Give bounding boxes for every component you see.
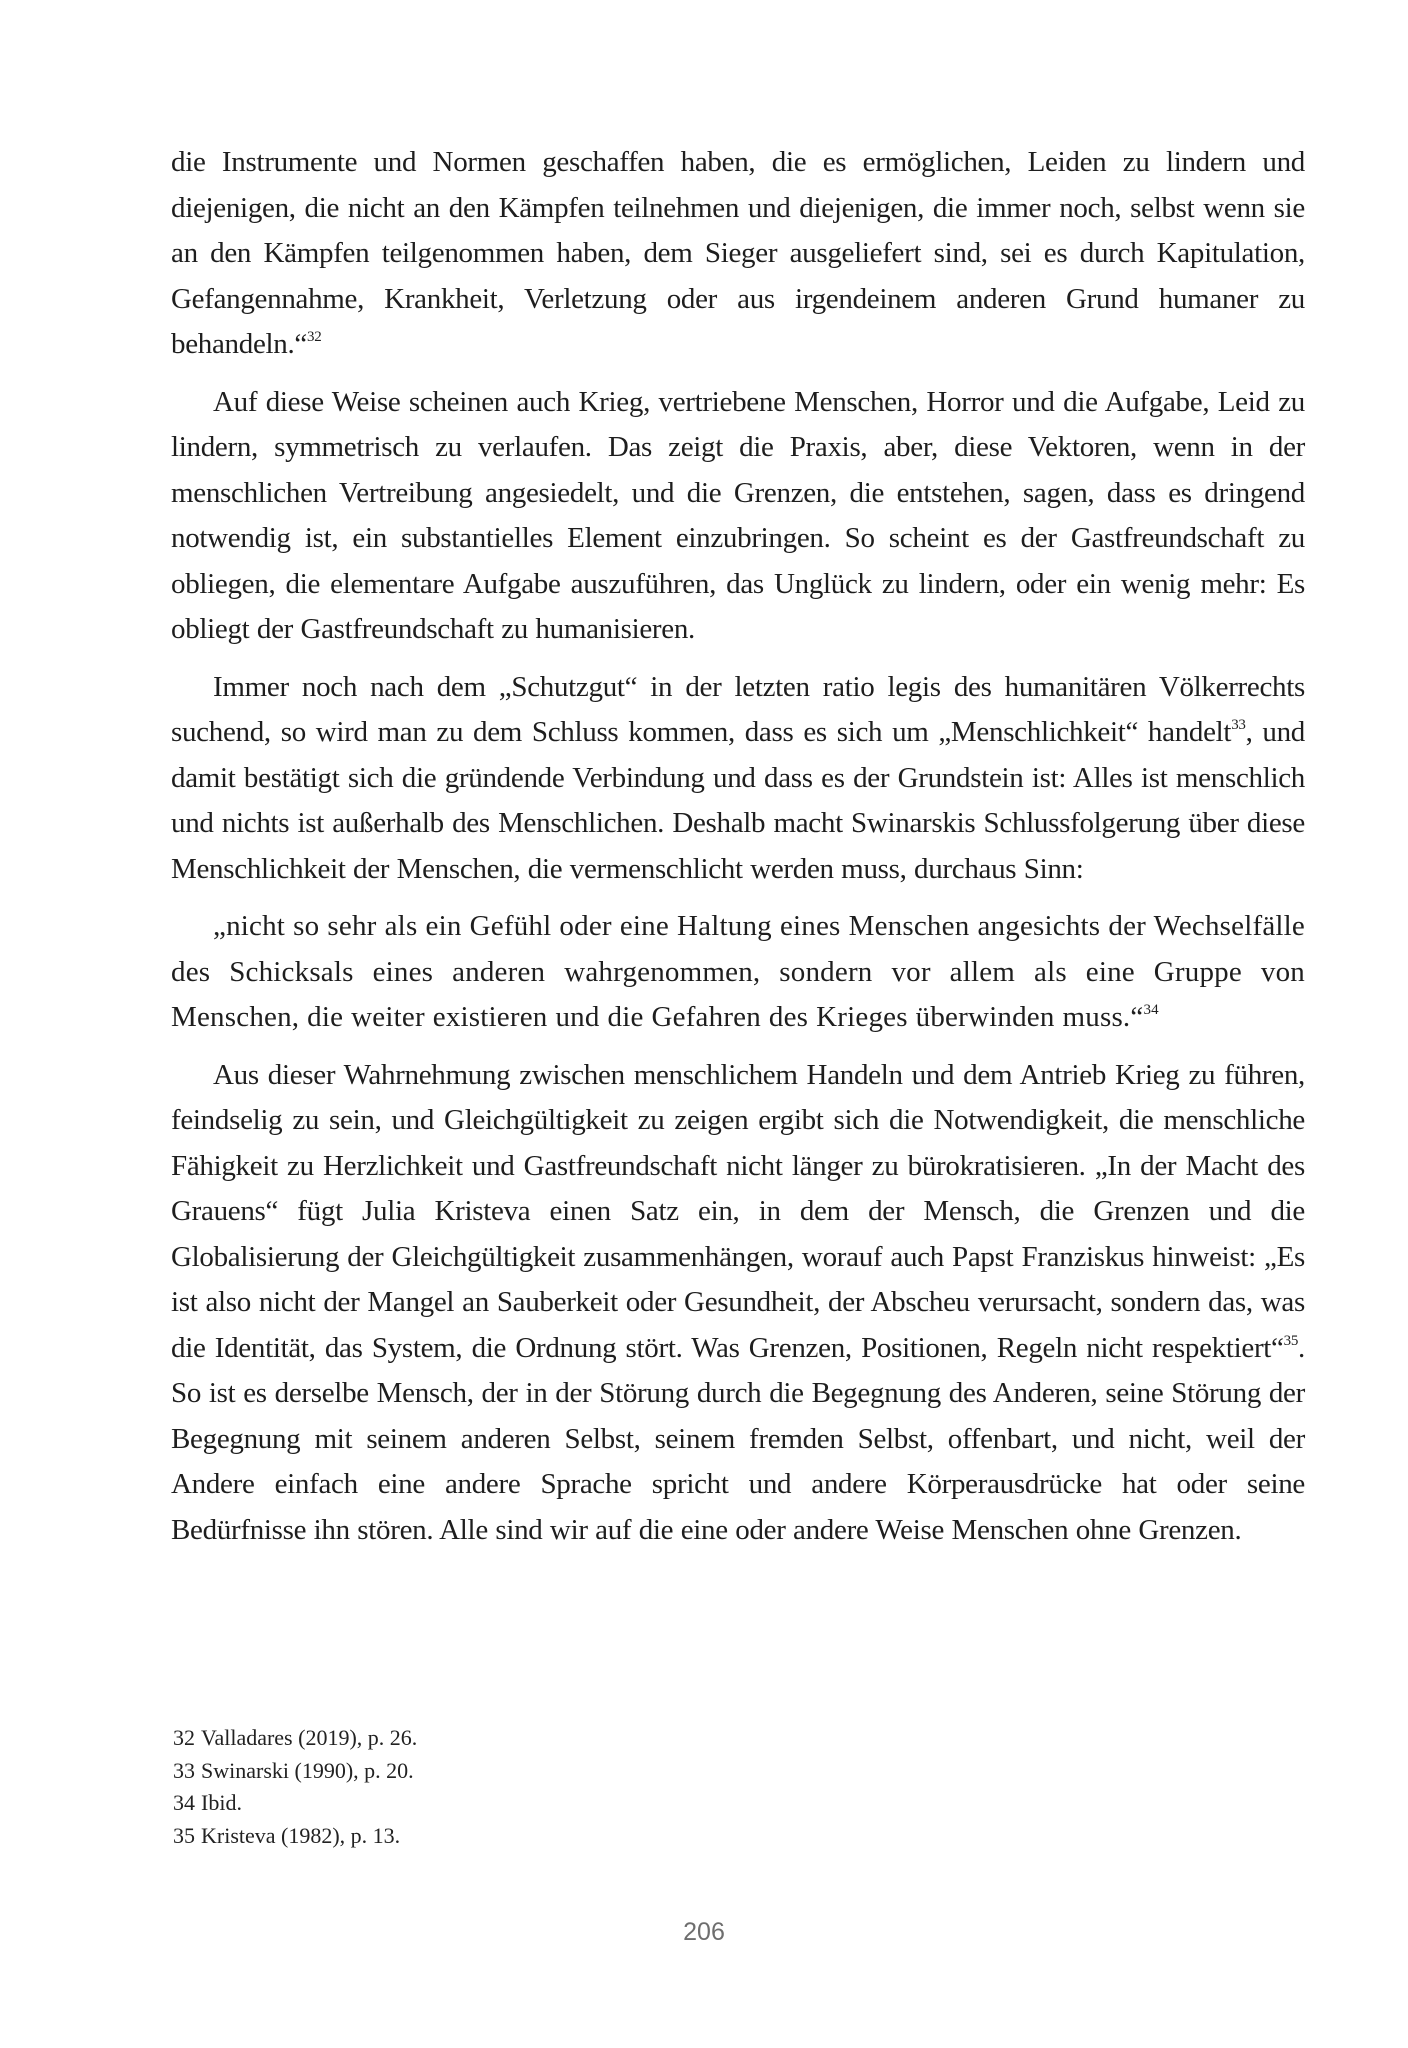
footnote-number: 35 xyxy=(173,1822,195,1848)
footnote-35 xyxy=(173,1820,417,1853)
footnote-number: 32 xyxy=(173,1725,195,1750)
footnote-text: Swinarski (1990), p. 20. xyxy=(201,1757,414,1783)
footnote-text: Kristeva (1982), p. 13. xyxy=(201,1822,401,1848)
footnote-text: Ibid. xyxy=(201,1790,242,1815)
paragraph-text: Auf diese Weise scheinen auch Krieg, vertriebene Menschen, Horror und die Aufgabe, Leid zu lindern, symmetrisch zu verlaufen. Das zeigt die Praxis, aber, diese Vektoren, wenn in der menschlichen Vertreibung angesiedelt, und die Grenzen, die entstehen, sagen, dass es dringend notwendig ist, ein substantielles Element einzubringen. So scheint es der Gastfreundschaft zu obliegen, die elementare Aufgabe auszuführen, das Unglück zu lindern, oder ein wenig mehr: Es obliegt der Gastfreundschaft zu humanisieren. xyxy=(171,385,1305,645)
footnote-text: Valladares (2019), p. 26. xyxy=(201,1725,418,1750)
paragraph-text-before-ref: Immer noch nach dem „Schutzgut“ in der letzten ratio legis des humanitären Völkerrechts suchend, so wird man zu dem Schluss kommen, dass es sich um „Menschlichkeit“ handelt xyxy=(171,670,1305,748)
footnote-ref-35[interactable]: 35 xyxy=(1283,1332,1299,1349)
footnotes-section xyxy=(173,1722,417,1852)
block-quote-swinarski xyxy=(171,904,1305,1041)
paragraph-text: die Instrumente und Normen geschaffen haben, die es ermöglichen, Leiden zu lindern und diejenigen, die nicht an den Kämpfen teilnehmen und diejenigen, die immer noch, selbst wenn sie an den Kämpfen teilgenommen haben, dem Sieger ausgeliefert sind, sei es durch Kapitulation, Gefangennahme, Krankheit, Verletzung oder aus irgendeinem anderen Grund humaner zu behandeln.“ xyxy=(171,146,1305,360)
paragraph-hospitality xyxy=(171,380,1305,653)
footnote-number: 33 xyxy=(173,1757,195,1783)
paragraph-text-after-ref: . So ist es derselbe Mensch, der in der Störung durch die Begegnung des Anderen, seine Störung der Begegnung mit seinem anderen Selbst, seinem fremden Selbst, offenbart, und nicht, weil der Andere einfach eine andere Sprache spricht und andere Körperausdrücke hat oder seine Bedürfnisse ihn stören. Alle sind wir auf die eine oder andere Weise Menschen ohne Grenzen. xyxy=(171,1331,1305,1546)
footnote-34 xyxy=(173,1787,417,1820)
footnote-32 xyxy=(173,1722,417,1755)
paragraph-schutzgut xyxy=(171,665,1305,893)
paragraph-text-before-ref: Aus dieser Wahrnehmung zwischen menschlichem Handeln und dem Antrieb Krieg zu führen, feindselig zu sein, und Gleichgültigkeit zu zeigen ergibt sich die Notwendigkeit, die menschliche Fähigkeit zu Herzlichkeit und Gastfreundschaft nicht länger zu bürokratisieren. „In der Macht des Grauens“ fügt Julia Kristeva einen Satz ein, in dem der Mensch, die Grenzen und die Globalisierung der Gleichgültigkeit zusammenhängen, worauf auch Papst Franziskus hinweist: „Es ist also nicht der Mangel an Sauberkeit oder Gesundheit, der Abscheu verursacht, sondern das, was die Identität, das System, die Ordnung stört. Was Grenzen, Positionen, Regeln nicht respektiert“ xyxy=(171,1058,1305,1364)
paragraph-text-after-ref: , und damit bestätigt sich die gründende Verbindung und dass es der Grundstein ist: Alles ist menschlich und nichts ist außerhalb des Menschlichen. Deshalb macht Swinarskis Schlussfolgerung über diese Menschlichkeit der Menschen, die vermenschlicht werden muss, durchaus Sinn: xyxy=(171,716,1305,885)
footnote-ref-33[interactable]: 33 xyxy=(1231,717,1246,733)
footnote-ref-34[interactable]: 34 xyxy=(1143,1002,1159,1018)
footnote-ref-32[interactable]: 32 xyxy=(307,329,322,345)
page-number: 206 xyxy=(683,1918,725,1946)
paragraph-continuation xyxy=(171,140,1305,368)
paragraph-kristeva xyxy=(171,1053,1305,1554)
page-body xyxy=(171,140,1305,1565)
quote-text: „nicht so sehr als ein Gefühl oder eine Haltung eines Menschen angesichts der Wechselfälle des Schicksals eines anderen wahrgenommen, sondern vor allem als eine Gruppe von Menschen, die weiter existieren und die Gefahren des Krieges überwinden muss.“ xyxy=(171,910,1305,1033)
footnote-number: 34 xyxy=(173,1790,195,1815)
footnote-33 xyxy=(173,1755,417,1788)
